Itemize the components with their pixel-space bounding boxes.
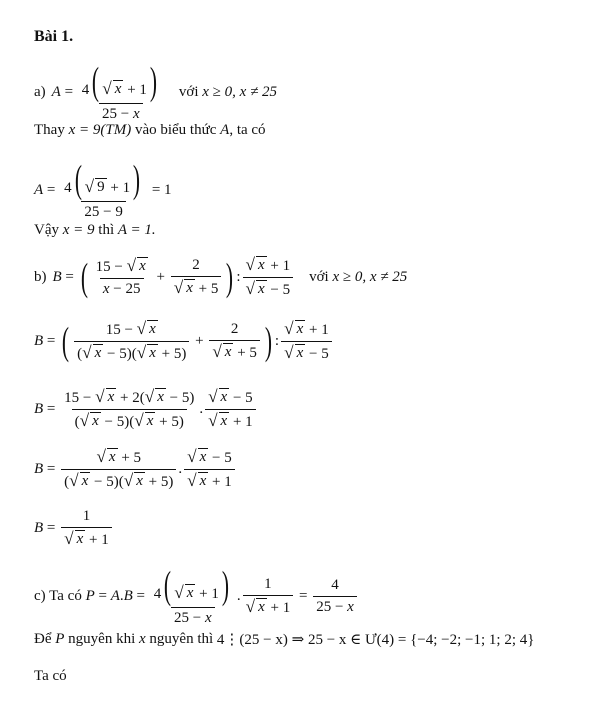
part-c-condition: Để P nguyên khi x nguyên thì 4⋮(25 − x) ⇒ 25 − x ∈ Ư(4) = {−4; −2; −1; 1; 2; 4} xyxy=(34,631,535,648)
part-b-result: B = 1 √ x + 1 xyxy=(34,508,114,549)
part-c-computation: c) Ta có P = A . B = 4( √ x + 1) 25 − x . 1 √ x + 1 = $\frac{4}{25 - x}$ xyxy=(34,566,359,627)
fraction-a: 4( √ x + 1) 25 − x xyxy=(81,60,157,122)
part-a-conclusion: Vậy x = 9 thì A = 1. xyxy=(34,222,156,238)
part-b-label: b) xyxy=(34,269,47,285)
part-a-label: a) xyxy=(34,84,46,100)
part-c-label: c) Ta có xyxy=(34,588,82,604)
part-a-definition: a) A = 4( √ x + 1) 25 − x với x ≥ 0, x ≠ 25 xyxy=(34,60,278,122)
part-b-step-2: B = 15 − √ x + 2( √ x − 5) ( √ x − 5)( √ x + 5) . √ x − 5 √ x + 1 xyxy=(34,388,258,431)
part-b-step-3: B = √ x + 5 ( √ x − 5)( √ x + 5) . √ x − 5 √ x + 1 xyxy=(34,448,237,491)
divisibility-expression: 4⋮(25 − x) ⇒ 25 − x ∈ Ư(4) = {−4; −2; −1; 1; 2; 4} xyxy=(216,632,535,648)
part-b-step-1: B = ( 15 − √ x ( √ x − 5)( √ x + 5) + 2 √ x + 5 ) : √ x + 1 √ x − 5 xyxy=(34,320,334,363)
part-a-condition-text: với xyxy=(178,84,199,100)
part-c-ta-co: Ta có xyxy=(34,668,67,684)
part-a-computation: A = 4( √ 9 + 1) 25 − 9 = 1 xyxy=(34,158,172,220)
fraction-a-value: 4( √ 9 + 1) 25 − 9 xyxy=(64,158,141,220)
part-a-substitution: Thay x = 9(TM) vào biểu thức A , ta có xyxy=(34,122,266,138)
part-b-definition: b) B = ( 15 − √ x x − 25 + 2 √ x + 5 ) : √ x + 1 √ x − 5 với x ≥ 0, x ≠ 25 xyxy=(34,255,408,299)
exercise-title: Bài 1. xyxy=(34,28,74,45)
part-a-condition: x ≥ 0, x ≠ 25 xyxy=(202,84,278,100)
